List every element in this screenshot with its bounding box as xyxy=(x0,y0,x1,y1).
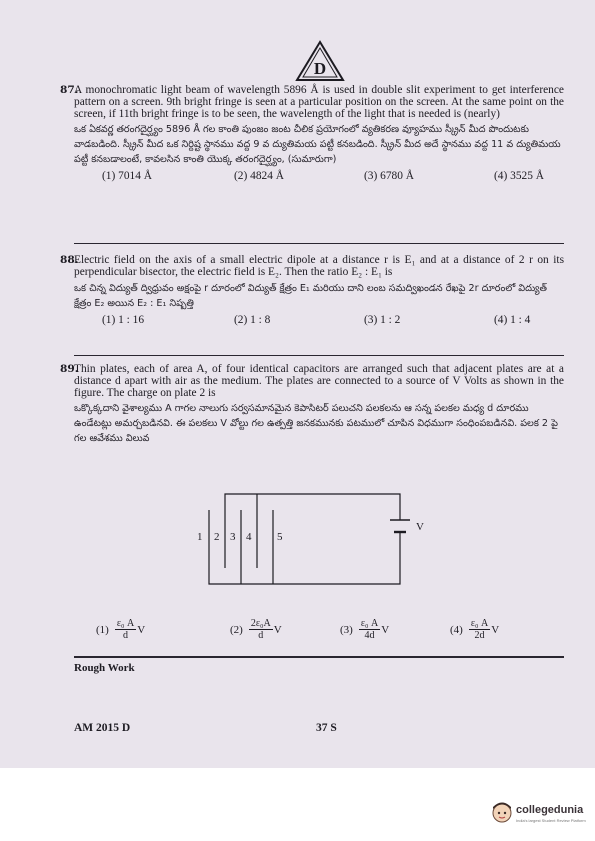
page-number: 37 S xyxy=(316,722,337,734)
option-2: (2) $\frac{\text{2ε₀A}}{d}$ V xyxy=(230,618,282,641)
question-text-english: Electric field on the axis of a small electric dipole at a distance r is E₁ and at a distance of 2 r on its perpendicular bisector, the electric field is E₂. Then the ratio E₂ : E₁ is xyxy=(74,254,564,278)
option-1: (1) 7014 Å xyxy=(102,170,152,183)
plate-label-2: 2 xyxy=(214,531,220,543)
question-text-english: A monochromatic light beam of wavelength 5896 Å is used in double slit experiment to get interference pattern on a screen. 9th bright fringe is seen at a particular position on the screen. At the same point on the screen, if 11th bright fringe is to be seen, the wavelength of the light that is needed is (nearly) xyxy=(74,84,564,120)
mascot-icon xyxy=(490,800,514,826)
question-88 xyxy=(60,254,564,329)
option-4: (4) 3525 Å xyxy=(494,170,544,183)
option-1: (1) $\frac{\text{ε₀ A}}{d}$ V xyxy=(96,618,146,641)
divider xyxy=(74,656,564,658)
brand-tagline: India's largest Student Review Platform xyxy=(516,818,586,823)
question-text-telugu: ఒక ఏకవర్ణ తరంగదైర్ఘ్యం 5896 Å గల కాంతి పుంజం జంట చీలిక ప్రయోగంలో వ్యతికరణ వ్యూహము స్క్రీన్ మీద పొందుటకు వాడబడింది. స్క్రీన్ మీద ఒక నిర్దిష్ట స్థానము వద్ద 9 వ ద్యుతిమయ పట్టీ కనబడింది. స్క్రీన్ మీద అదే స్థానము వద్ద 11 వ ద్యుతిమయ పట్టీ కనబడాలంటే, కావలసిన కాంతి యొక్క తరంగదైర్ఘ్యం, (సుమారుగా) xyxy=(74,124,561,166)
series-letter: D xyxy=(313,59,327,78)
wire-top xyxy=(225,494,400,520)
series-triangle-icon xyxy=(295,40,345,82)
option-2: (2) 1 : 8 xyxy=(234,313,271,326)
option-3: (3) 1 : 2 xyxy=(364,313,401,326)
rough-work-label: Rough Work xyxy=(74,662,135,674)
wire-bottom xyxy=(209,532,400,584)
capacitor-circuit-diagram xyxy=(185,488,435,600)
exam-code: AM 2015 D xyxy=(74,722,131,734)
option-2: (2) 4824 Å xyxy=(234,170,284,183)
options xyxy=(74,171,564,185)
plate-label-1: 1 xyxy=(197,531,203,543)
brand-name: collegedunia xyxy=(516,804,584,816)
option-4: (4) 1 : 4 xyxy=(494,313,531,326)
question-87 xyxy=(60,84,564,185)
question-text-english: Thin plates, each of area A, of four identical capacitors are arranged such that adjacent plates are at a distance d apart with air as the medium. The plates are connected to a source of V Volts as shown in the figure. The charge on plate 2 is xyxy=(74,363,564,399)
plate-label-5: 5 xyxy=(277,531,283,543)
divider xyxy=(74,243,564,244)
q89-options xyxy=(74,618,564,650)
option-3: (3) $\frac{\text{ε₀ A}}{4d}$ V xyxy=(340,618,390,641)
question-text-telugu: ఒక చిన్న విద్యుత్ ద్విధ్రువం అక్షంపై r దూరంలో విద్యుత్ క్షేత్రం E₁ మరియు దాని లంబ సమద్విఖండన రేఖపై 2r దూరంలో విద్యుత్ క్షేత్రం E₂ అయిన E₂ : E₁ నిష్పత్తి xyxy=(74,282,547,309)
option-4: (4) $\frac{\text{ε₀ A}}{2d}$ V xyxy=(450,618,500,641)
question-text-telugu: ఒక్కొక్కదాని వైశాల్యము A గాగల నాలుగు సర్వసమానమైన కెపాసిటర్ పలుచని పలకలను ఆ సన్న పలకల మధ్య d దూరము ఉండేటట్లు అమర్చబడినవి. ఈ పలకలు V వోల్టు గల ఉత్పత్తి జనకమునకు పటములో చూపిన విధముగా సంధింపబడినవి. పలక 2 పై గల ఆవేశము విలువ xyxy=(74,403,558,445)
plate-label-3: 3 xyxy=(230,531,236,543)
divider xyxy=(74,355,564,356)
option-1: (1) 1 : 16 xyxy=(102,313,145,326)
option-3: (3) 6780 Å xyxy=(364,170,414,183)
options xyxy=(74,315,564,329)
question-number: 89. xyxy=(60,363,79,375)
source-label: V xyxy=(416,521,424,533)
collegedunia-watermark xyxy=(490,798,590,832)
plate-label-4: 4 xyxy=(246,531,252,543)
question-number: 87. xyxy=(60,84,79,96)
question-89 xyxy=(60,363,564,446)
question-number: 88. xyxy=(60,254,79,266)
